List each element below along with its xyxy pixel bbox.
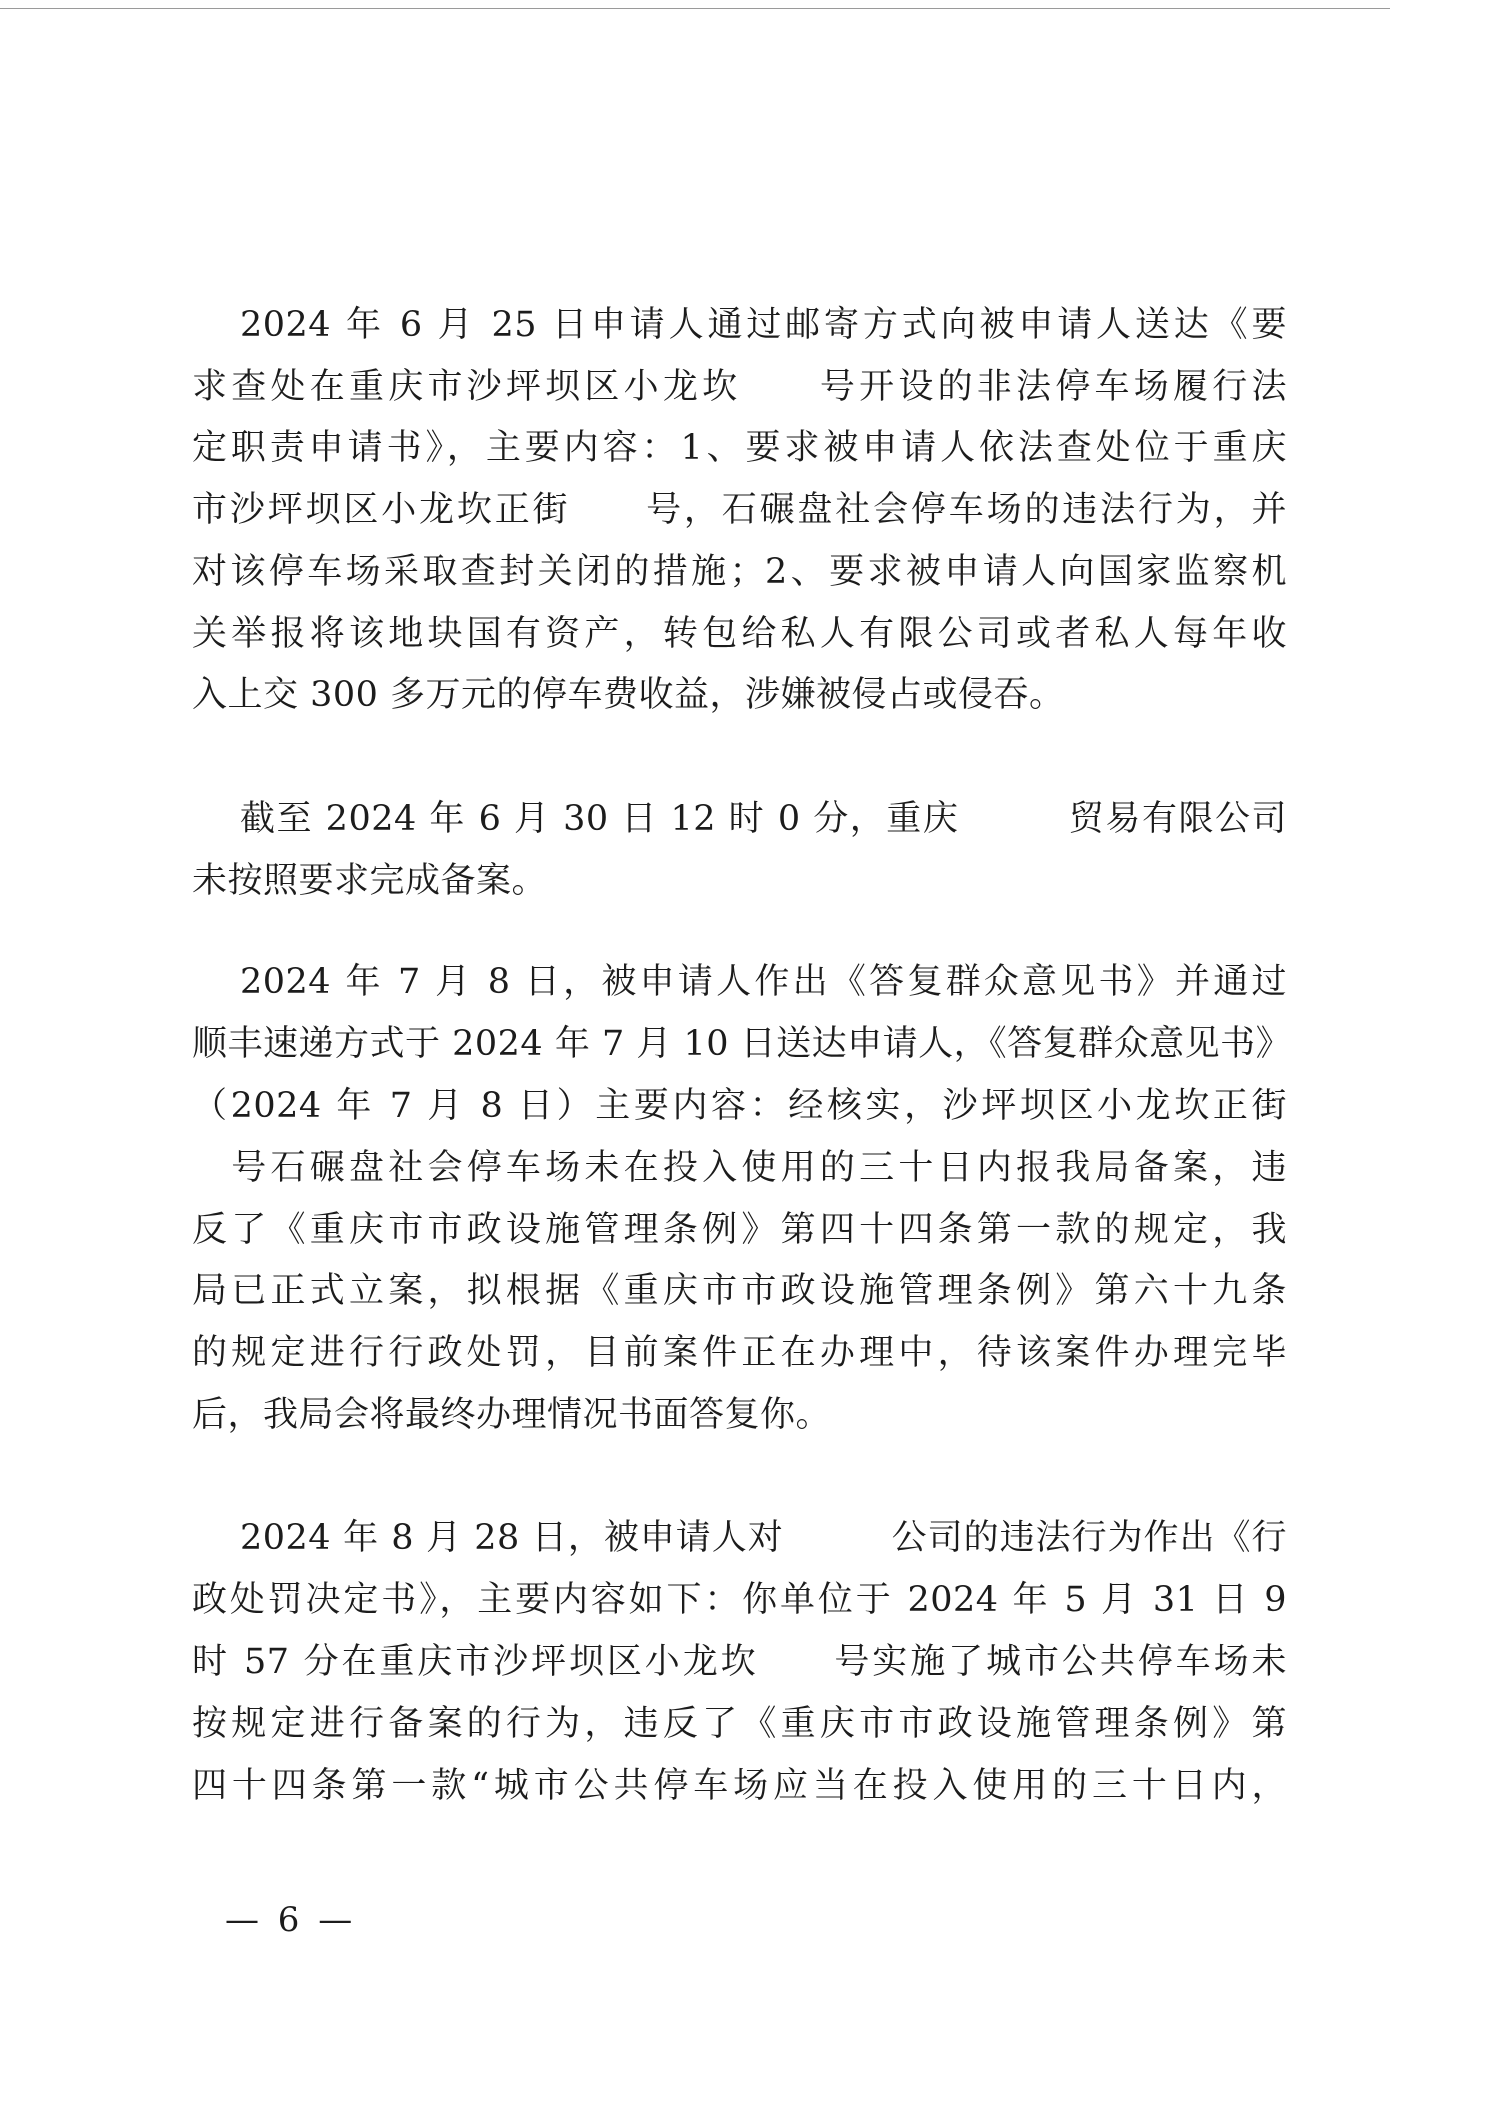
paragraph-4-line-2: 政处罚决定书》，主要内容如下：你单位于 2024 年 5 月 31 日 9	[192, 1580, 1287, 1620]
paragraph-3-line-2: 顺丰速递方式于 2024 年 7 月 10 日送达申请人，《答复群众意见书》	[192, 1024, 1292, 1064]
paragraph-4-line-3: 时 57 分在重庆市沙坪坝区小龙坎 号实施了城市公共停车场未	[192, 1642, 1287, 1682]
paragraph-3-line-6: 局已正式立案，拟根据《重庆市市政设施管理条例》第六十九条	[192, 1271, 1287, 1311]
paragraph-3-line-5: 反了《重庆市市政设施管理条例》第四十四条第一款的规定，我	[192, 1210, 1287, 1250]
paragraph-1-line-1: 2024 年 6 月 25 日申请人通过邮寄方式向被申请人送达《要	[240, 305, 1287, 345]
paragraph-2-line-2: 未按照要求完成备案。	[192, 861, 548, 901]
paragraph-2-line-1: 截至 2024 年 6 月 30 日 12 时 0 分，重庆 贸易有限公司	[240, 799, 1287, 839]
paragraph-3-line-4: 号石碾盘社会停车场未在投入使用的三十日内报我局备案，违	[192, 1148, 1287, 1188]
paragraph-3-line-3: （2024 年 7 月 8 日）主要内容：经核实，沙坪坝区小龙坎正街	[192, 1086, 1287, 1126]
paragraph-3-line-8: 后，我局会将最终办理情况书面答复你。	[192, 1395, 832, 1435]
paragraph-1-line-5: 对该停车场采取查封关闭的措施；2、要求被申请人向国家监察机	[192, 552, 1287, 592]
paragraph-1-line-2: 求查处在重庆市沙坪坝区小龙坎 号开设的非法停车场履行法	[192, 367, 1287, 407]
paragraph-4-line-1: 2024 年 8 月 28 日，被申请人对 公司的违法行为作出《行	[240, 1518, 1287, 1558]
page-number: — 6 —	[225, 1900, 357, 1940]
paragraph-1-line-4: 市沙坪坝区小龙坎正街 号，石碾盘社会停车场的违法行为，并	[192, 490, 1287, 530]
paragraph-4-line-4: 按规定进行备案的行为，违反了《重庆市市政设施管理条例》第	[192, 1704, 1287, 1744]
paragraph-3-line-7: 的规定进行行政处罚，目前案件正在办理中，待该案件办理完毕	[192, 1333, 1287, 1373]
paragraph-3-line-1: 2024 年 7 月 8 日，被申请人作出《答复群众意见书》并通过	[240, 962, 1287, 1002]
top-rule	[0, 8, 1390, 9]
paragraph-4-line-5: 四十四条第一款“城市公共停车场应当在投入使用的三十日内，	[192, 1766, 1287, 1806]
paragraph-1-line-7: 入上交 300 多万元的停车费收益，涉嫌被侵占或侵吞。	[192, 675, 1065, 715]
paragraph-1-line-3: 定职责申请书》，主要内容：1、要求被申请人依法查处位于重庆	[192, 428, 1287, 468]
paragraph-1-line-6: 关举报将该地块国有资产，转包给私人有限公司或者私人每年收	[192, 614, 1287, 654]
